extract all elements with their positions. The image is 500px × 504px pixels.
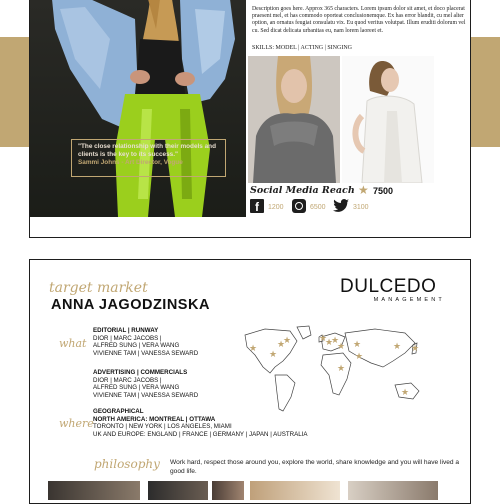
- thumbnail-2: [148, 481, 208, 500]
- model-illustration: [30, 0, 246, 217]
- facebook-icon[interactable]: f: [250, 199, 264, 213]
- where-label: where: [59, 417, 94, 430]
- philosophy-text: Work hard, respect those around you, explore the world, share knowledge and you will have lived a good life.: [170, 459, 460, 475]
- svg-text:★: ★: [318, 334, 328, 344]
- svg-text:★: ★: [282, 336, 292, 346]
- quote-box: [71, 139, 226, 177]
- bottom-card: [29, 259, 471, 504]
- quote-text: "The close relationship with their models and clients is the key to its success.": [78, 143, 216, 158]
- top-card: [29, 0, 471, 238]
- thumbnail-5: [348, 481, 438, 500]
- social-reach-label: Social Media Reach: [250, 185, 355, 196]
- editorial-title: EDITORIAL | RUNWAY: [93, 327, 159, 334]
- svg-text:★: ★: [330, 336, 340, 346]
- brand-name: DULCEDO: [340, 276, 437, 297]
- geo-title: GEOGRAPHICAL: [93, 408, 144, 415]
- thumbnail-3: [212, 481, 244, 500]
- geo-line-3: UK AND EUROPE: ENGLAND | FRANCE | GERMANY | JAPAN | AUSTRALIA: [93, 430, 308, 438]
- instagram-count: 6500: [310, 204, 326, 211]
- advertising-title: ADVERTISING | COMMERCIALS: [93, 369, 188, 376]
- svg-text:★: ★: [248, 344, 258, 354]
- thumbnail-4: [250, 481, 340, 500]
- editorial-line-2: ALFRED SUNG | VERA WANG: [93, 342, 180, 350]
- instagram-icon[interactable]: [292, 199, 306, 213]
- main-model-photo: [30, 0, 246, 217]
- quote-author: Sammi Johns - Art Director, Vogue: [78, 159, 183, 166]
- white-dress-photo: [342, 56, 434, 183]
- svg-text:★: ★: [276, 340, 286, 350]
- svg-text:★: ★: [336, 364, 346, 374]
- philosophy-label: philosophy: [94, 457, 160, 471]
- gold-band-left: [0, 37, 30, 147]
- advertising-line-2: ALFRED SUNG | VERA WANG: [93, 384, 180, 392]
- brand-sub: MANAGEMENT: [373, 297, 445, 303]
- twitter-icon[interactable]: [333, 199, 349, 213]
- advertising-block: [93, 369, 233, 399]
- star-icon: ★: [358, 183, 369, 197]
- gold-band-right: [470, 37, 500, 147]
- advertising-line-3: VIVIENNE TAM | VANESSA SEWARD: [93, 391, 199, 399]
- geo-line-1: NORTH AMERICA: MONTREAL | OTTAWA: [93, 415, 216, 423]
- description-text: Description goes here. Approx 365 characters. Lorem ipsum dolor sit amet, et doco placerat praesent mel, et has commodo oporteat conclusionemque. Ex has error blandit, cu mel alter option, an ornatus feugiat consulatu vix. Eu quod veritus volutpat. Illum eruditi dolorum vel cu. Sed dicat delicata urbanitas eu, nam lorem laoreet et.: [252, 6, 466, 34]
- advertising-line-1: DIOR | MARC JACOBS |: [93, 376, 162, 384]
- editorial-line-3: VIVIENNE TAM | VANESSA SEWARD: [93, 349, 199, 357]
- svg-text:★: ★: [392, 342, 402, 352]
- geo-line-2: TORONTO | NEW YORK | LOS ANGELES, MIAMI: [93, 423, 232, 431]
- twitter-count: 3100: [353, 204, 369, 211]
- svg-text:★: ★: [268, 350, 278, 360]
- model-name: ANNA JAGODZINSKA: [51, 297, 210, 313]
- facebook-count: 1200: [268, 204, 284, 211]
- editorial-block: [93, 327, 233, 357]
- svg-text:★: ★: [352, 340, 362, 350]
- svg-text:★: ★: [400, 388, 410, 398]
- svg-text:★: ★: [410, 344, 420, 354]
- skills-text: SKILLS: MODEL | ACTING | SINGING: [252, 45, 353, 51]
- sweater-photo: [248, 56, 340, 183]
- target-market-label: target market: [49, 280, 148, 296]
- svg-text:★: ★: [354, 352, 364, 362]
- svg-text:★: ★: [324, 338, 334, 348]
- what-label: what: [59, 337, 87, 350]
- social-reach-value: 7500: [373, 186, 394, 196]
- brand-logo: [340, 276, 445, 303]
- thumbnail-1: [48, 481, 140, 500]
- editorial-line-1: DIOR | MARC JACOBS |: [93, 334, 162, 342]
- dress-illustration: [342, 56, 434, 183]
- world-map: [235, 323, 435, 418]
- sweater-illustration: [248, 56, 340, 183]
- svg-text:★: ★: [336, 342, 346, 352]
